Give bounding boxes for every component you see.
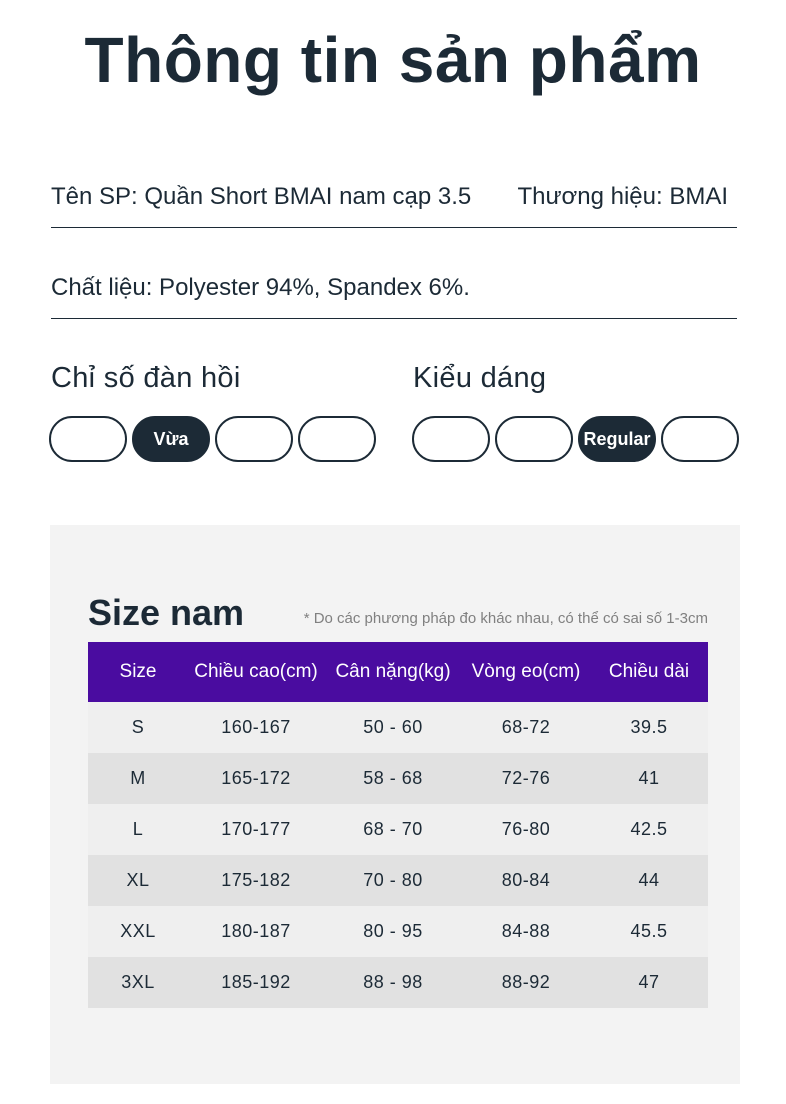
size-table <box>88 642 708 1008</box>
column-header-weight: Cân nặng(kg) <box>324 642 462 702</box>
cell-weight: 80 - 95 <box>324 906 462 957</box>
info-row-name-brand <box>51 180 737 228</box>
cell-length: 39.5 <box>590 702 708 753</box>
page-title: Thông tin sản phẩm <box>84 24 702 96</box>
cell-waist: 76-80 <box>462 804 590 855</box>
table-row <box>88 855 708 906</box>
fit-option[interactable] <box>412 416 490 462</box>
column-header-waist: Vòng eo(cm) <box>462 642 590 702</box>
info-row-material <box>51 271 737 319</box>
cell-waist: 72-76 <box>462 753 590 804</box>
elasticity-label: Chỉ số đàn hồi <box>51 362 241 394</box>
column-header-size: Size <box>88 642 188 702</box>
elasticity-option[interactable] <box>215 416 293 462</box>
fit-label: Kiểu dáng <box>413 362 547 394</box>
table-row <box>88 753 708 804</box>
cell-height: 185-192 <box>188 957 324 1008</box>
elasticity-option[interactable] <box>49 416 127 462</box>
fit-option-selected[interactable]: Regular <box>578 416 656 462</box>
cell-weight: 88 - 98 <box>324 957 462 1008</box>
fit-option[interactable] <box>495 416 573 462</box>
product-name: Tên SP: Quần Short BMAI nam cạp 3.5 <box>51 183 472 210</box>
elasticity-option[interactable] <box>298 416 376 462</box>
column-header-length: Chiều dài <box>590 642 708 702</box>
size-chart-note: * Do các phương pháp đo khác nhau, có thể có sai số 1-3cm <box>303 610 708 627</box>
cell-length: 42.5 <box>590 804 708 855</box>
cell-waist: 80-84 <box>462 855 590 906</box>
size-chart-title: Size nam <box>88 592 245 633</box>
product-brand: Thương hiệu: BMAI <box>517 183 728 210</box>
table-row <box>88 702 708 753</box>
elasticity-option-selected[interactable]: Vừa <box>132 416 210 462</box>
cell-waist: 88-92 <box>462 957 590 1008</box>
column-header-height: Chiều cao(cm) <box>188 642 324 702</box>
cell-height: 160-167 <box>188 702 324 753</box>
size-chart-panel <box>50 525 740 1084</box>
product-material: Chất liệu: Polyester 94%, Spandex 6%. <box>51 274 470 301</box>
cell-size: M <box>88 753 188 804</box>
cell-waist: 68-72 <box>462 702 590 753</box>
table-row <box>88 804 708 855</box>
cell-weight: 70 - 80 <box>324 855 462 906</box>
cell-length: 41 <box>590 753 708 804</box>
cell-length: 45.5 <box>590 906 708 957</box>
table-row <box>88 906 708 957</box>
cell-size: XXL <box>88 906 188 957</box>
cell-length: 44 <box>590 855 708 906</box>
cell-height: 180-187 <box>188 906 324 957</box>
cell-weight: 68 - 70 <box>324 804 462 855</box>
cell-height: 165-172 <box>188 753 324 804</box>
cell-size: S <box>88 702 188 753</box>
cell-size: L <box>88 804 188 855</box>
table-row <box>88 957 708 1008</box>
cell-weight: 50 - 60 <box>324 702 462 753</box>
cell-height: 175-182 <box>188 855 324 906</box>
cell-waist: 84-88 <box>462 906 590 957</box>
cell-size: XL <box>88 855 188 906</box>
cell-height: 170-177 <box>188 804 324 855</box>
cell-length: 47 <box>590 957 708 1008</box>
cell-size: 3XL <box>88 957 188 1008</box>
fit-option[interactable] <box>661 416 739 462</box>
cell-weight: 58 - 68 <box>324 753 462 804</box>
size-table-header <box>88 642 708 702</box>
